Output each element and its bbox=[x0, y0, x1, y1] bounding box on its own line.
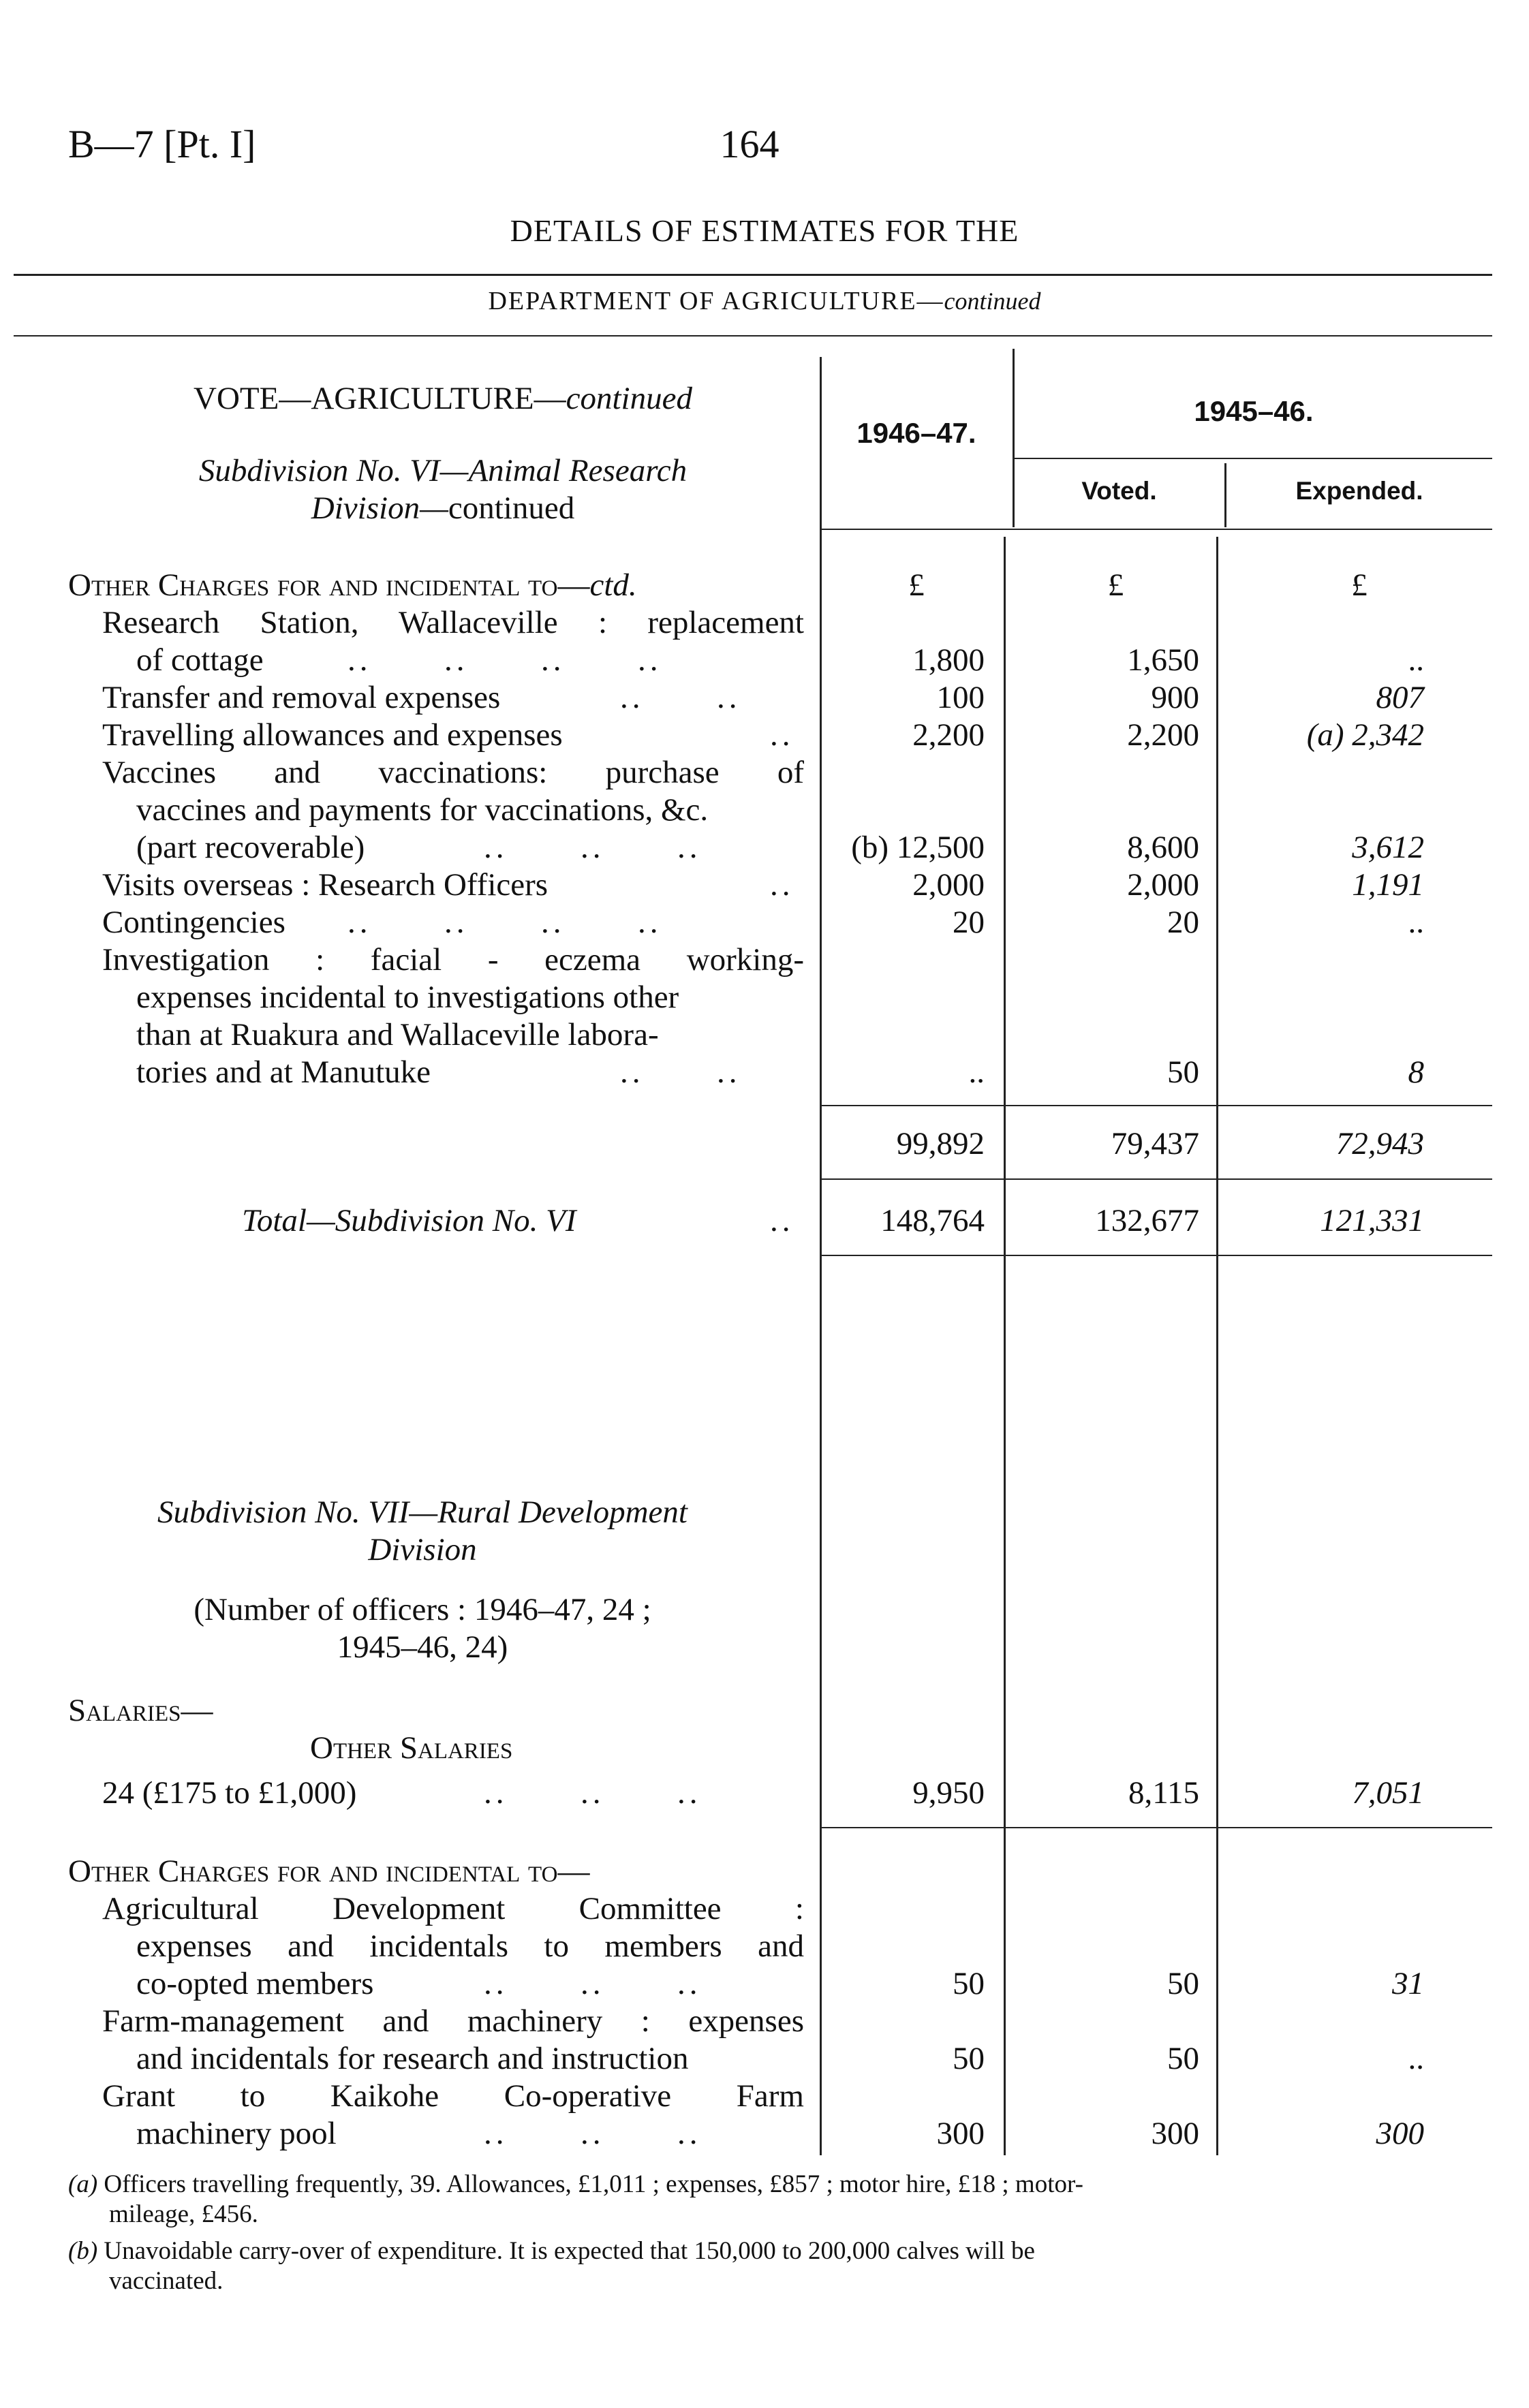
total-subdivision-6-label: Total—Subdivision No. VI bbox=[242, 1203, 576, 1238]
vote-title bbox=[116, 380, 770, 418]
visits-1946-47: 2,000 bbox=[912, 867, 985, 903]
item-agri-committee-line2: expenses and incidentals to members and bbox=[136, 1928, 804, 1964]
vote-title-text: VOTE—AGRICULTURE— bbox=[194, 381, 566, 416]
footnote-b bbox=[68, 2236, 1499, 2266]
vote-title-continued: continued bbox=[566, 381, 692, 416]
col-header-1946-47: 1946–47. bbox=[856, 417, 976, 449]
leader-dots: .. .. bbox=[620, 680, 741, 715]
agri-committee-expended: 31 bbox=[1392, 1966, 1424, 2001]
footnote-b-line1: Unavoidable carry-over of expenditure. It is expected that 150,000 to 200,000 calves will be bbox=[104, 2237, 1035, 2265]
investigation-voted: 50 bbox=[1167, 1054, 1199, 1090]
col-header-voted: Voted. bbox=[1081, 477, 1157, 505]
vaccines-voted: 8,600 bbox=[1127, 830, 1199, 865]
subtotal-expended: 72,943 bbox=[1335, 1126, 1424, 1161]
item-kaikohe-grant-line2: machinery pool bbox=[136, 2116, 337, 2151]
item-kaikohe-grant-line1: Grant to Kaikohe Co-operative Farm bbox=[102, 2078, 804, 2114]
leader-dots: .. .. .. bbox=[484, 830, 702, 865]
department-continued: continued bbox=[944, 287, 1041, 315]
leader-dots: .. .. .. .. bbox=[348, 642, 662, 678]
leader-dots: .. bbox=[770, 867, 794, 903]
research-station-1946-47: 1,800 bbox=[912, 642, 985, 678]
vaccines-1946-47: (b) 12,500 bbox=[851, 830, 985, 865]
item-visits-overseas: Visits overseas : Research Officers bbox=[102, 867, 549, 903]
top-rule bbox=[14, 274, 1492, 276]
col-rule-2b bbox=[1004, 537, 1006, 2155]
leader-dots: .. bbox=[770, 717, 794, 753]
subdivision-6-title-line2 bbox=[116, 490, 770, 527]
travelling-voted: 2,200 bbox=[1127, 717, 1199, 753]
footnote-b-mark: (b) bbox=[68, 2237, 98, 2265]
salary-voted: 8,115 bbox=[1128, 1775, 1199, 1811]
footnote-a-line1: Officers travelling frequently, 39. Allowances, £1,011 ; expenses, £857 ; motor hire, £18 ; motor- bbox=[104, 2170, 1083, 2198]
contingencies-1946-47: 20 bbox=[953, 905, 985, 940]
visits-voted: 2,000 bbox=[1127, 867, 1199, 903]
item-research-station-line1: Research Station, Wallaceville : replacement bbox=[102, 605, 804, 640]
document-reference: B—7 [Pt. I] bbox=[68, 122, 256, 166]
other-salaries-heading: Other Salaries bbox=[310, 1730, 513, 1766]
contingencies-expended: .. bbox=[1408, 905, 1424, 940]
salaries-heading: Salaries— bbox=[68, 1693, 213, 1728]
farm-management-expended: .. bbox=[1408, 2041, 1424, 2076]
vaccines-expended: 3,612 bbox=[1352, 830, 1424, 865]
item-investigation-line3: than at Ruakura and Wallaceville labora- bbox=[136, 1017, 659, 1052]
leader-dots: .. .. .. bbox=[484, 2116, 702, 2151]
item-farm-management-line1: Farm-management and machinery : expenses bbox=[102, 2003, 804, 2039]
leader-dots: .. .. bbox=[620, 1054, 741, 1090]
item-farm-management-line2: and incidentals for research and instruction bbox=[136, 2041, 689, 2076]
item-agri-committee-line1: Agricultural Development Committee : bbox=[102, 1891, 804, 1926]
travelling-expended: (a) 2,342 bbox=[1306, 717, 1424, 753]
travelling-1946-47: 2,200 bbox=[912, 717, 985, 753]
leader-dots: .. .. .. bbox=[484, 1775, 702, 1811]
transfer-1946-47: 100 bbox=[936, 680, 985, 715]
item-contingencies: Contingencies bbox=[102, 905, 285, 940]
contingencies-voted: 20 bbox=[1167, 905, 1199, 940]
officers-count-line1: (Number of officers : 1946–47, 24 ; bbox=[194, 1592, 651, 1627]
item-research-station-line2: of cottage bbox=[136, 642, 264, 678]
agri-committee-voted: 50 bbox=[1167, 1966, 1199, 2001]
transfer-expended: 807 bbox=[1376, 680, 1424, 715]
subdivision-6-continued: continued bbox=[448, 490, 575, 526]
research-station-expended: .. bbox=[1408, 642, 1424, 678]
total-1946-47: 148,764 bbox=[880, 1203, 985, 1238]
leader-dots: .. .. .. bbox=[484, 1966, 702, 2001]
visits-expended: 1,191 bbox=[1352, 867, 1424, 903]
item-investigation-line4: tories and at Manutuke bbox=[136, 1054, 431, 1090]
item-vaccines-line2: vaccines and payments for vaccinations, &c. bbox=[136, 792, 709, 828]
item-vaccines-line1: Vaccines and vaccinations: purchase of bbox=[102, 755, 804, 790]
investigation-expended: 8 bbox=[1408, 1054, 1424, 1090]
col-header-1945-46: 1945–46. bbox=[1194, 395, 1314, 427]
investigation-1946-47: .. bbox=[968, 1054, 985, 1090]
footnote-b-cont: vaccinated. bbox=[109, 2267, 223, 2295]
salary-rule bbox=[821, 1827, 1492, 1828]
item-investigation-line2: expenses incidental to investigations other bbox=[136, 980, 679, 1015]
kaikohe-grant-1946-47: 300 bbox=[936, 2116, 985, 2151]
kaikohe-grant-expended: 300 bbox=[1376, 2116, 1424, 2151]
footnote-a-mark: (a) bbox=[68, 2170, 98, 2198]
other-charges-heading-ctd: ctd. bbox=[589, 567, 637, 603]
transfer-voted: 900 bbox=[1151, 680, 1199, 715]
other-charges-heading bbox=[68, 567, 637, 604]
farm-management-voted: 50 bbox=[1167, 2041, 1199, 2076]
research-station-voted: 1,650 bbox=[1127, 642, 1199, 678]
agri-committee-1946-47: 50 bbox=[953, 1966, 985, 2001]
footnote-a bbox=[68, 2170, 1499, 2200]
department-name: DEPARTMENT OF AGRICULTURE— bbox=[488, 287, 944, 315]
subdivision-6-division: Division— bbox=[311, 490, 448, 526]
salary-grade-line: 24 (£175 to £1,000) bbox=[102, 1775, 357, 1811]
subtotal-voted: 79,437 bbox=[1111, 1126, 1199, 1161]
total-rule-top bbox=[821, 1178, 1492, 1180]
col-header-rule bbox=[821, 529, 1492, 530]
subtotal-1946-47: 99,892 bbox=[896, 1126, 985, 1161]
item-investigation-line1: Investigation : facial - eczema working- bbox=[102, 942, 804, 978]
department-rule bbox=[14, 335, 1492, 337]
total-voted: 132,677 bbox=[1095, 1203, 1199, 1238]
leader-dots: .. .. .. .. bbox=[348, 905, 662, 940]
currency-col3: £ bbox=[1351, 567, 1368, 603]
department-heading bbox=[0, 286, 1529, 316]
kaikohe-grant-voted: 300 bbox=[1151, 2116, 1199, 2151]
item-vaccines-line3: (part recoverable) bbox=[136, 830, 365, 865]
salary-expended: 7,051 bbox=[1352, 1775, 1424, 1811]
page-title: DETAILS OF ESTIMATES FOR THE bbox=[510, 213, 1019, 248]
leader-dots: .. bbox=[770, 1203, 794, 1238]
col-rule-1 bbox=[820, 357, 822, 2155]
col-header-expended: Expended. bbox=[1295, 477, 1423, 505]
col-rule-2 bbox=[1013, 349, 1015, 527]
item-transfer-expenses: Transfer and removal expenses bbox=[102, 680, 501, 715]
col-rule-3b bbox=[1216, 537, 1218, 2155]
currency-col2: £ bbox=[1107, 567, 1124, 603]
salary-1946-47: 9,950 bbox=[912, 1775, 985, 1811]
subdivision-7-title: Subdivision No. VII—Rural Development bbox=[157, 1495, 688, 1530]
footnote-a-cont: mileage, £456. bbox=[109, 2200, 258, 2228]
other-charges-heading-text: Other Charges for and incidental to— bbox=[68, 567, 590, 603]
col-header-subrule bbox=[1014, 458, 1492, 459]
page-number: 164 bbox=[720, 122, 779, 166]
officers-count-line2: 1945–46, 24) bbox=[337, 1629, 508, 1665]
subdivision-6-title: Subdivision No. VI—Animal Research bbox=[198, 453, 688, 488]
currency-col1: £ bbox=[908, 567, 925, 603]
total-rule-bottom bbox=[821, 1255, 1492, 1256]
subtotal-rule bbox=[821, 1105, 1492, 1106]
farm-management-1946-47: 50 bbox=[953, 2041, 985, 2076]
item-travelling-allowances: Travelling allowances and expenses bbox=[102, 717, 563, 753]
other-charges-heading-7: Other Charges for and incidental to— bbox=[68, 1854, 590, 1889]
subdivision-7-title-line2: Division bbox=[368, 1532, 477, 1567]
item-agri-committee-line3: co-opted members bbox=[136, 1966, 374, 2001]
total-expended: 121,331 bbox=[1320, 1203, 1424, 1238]
